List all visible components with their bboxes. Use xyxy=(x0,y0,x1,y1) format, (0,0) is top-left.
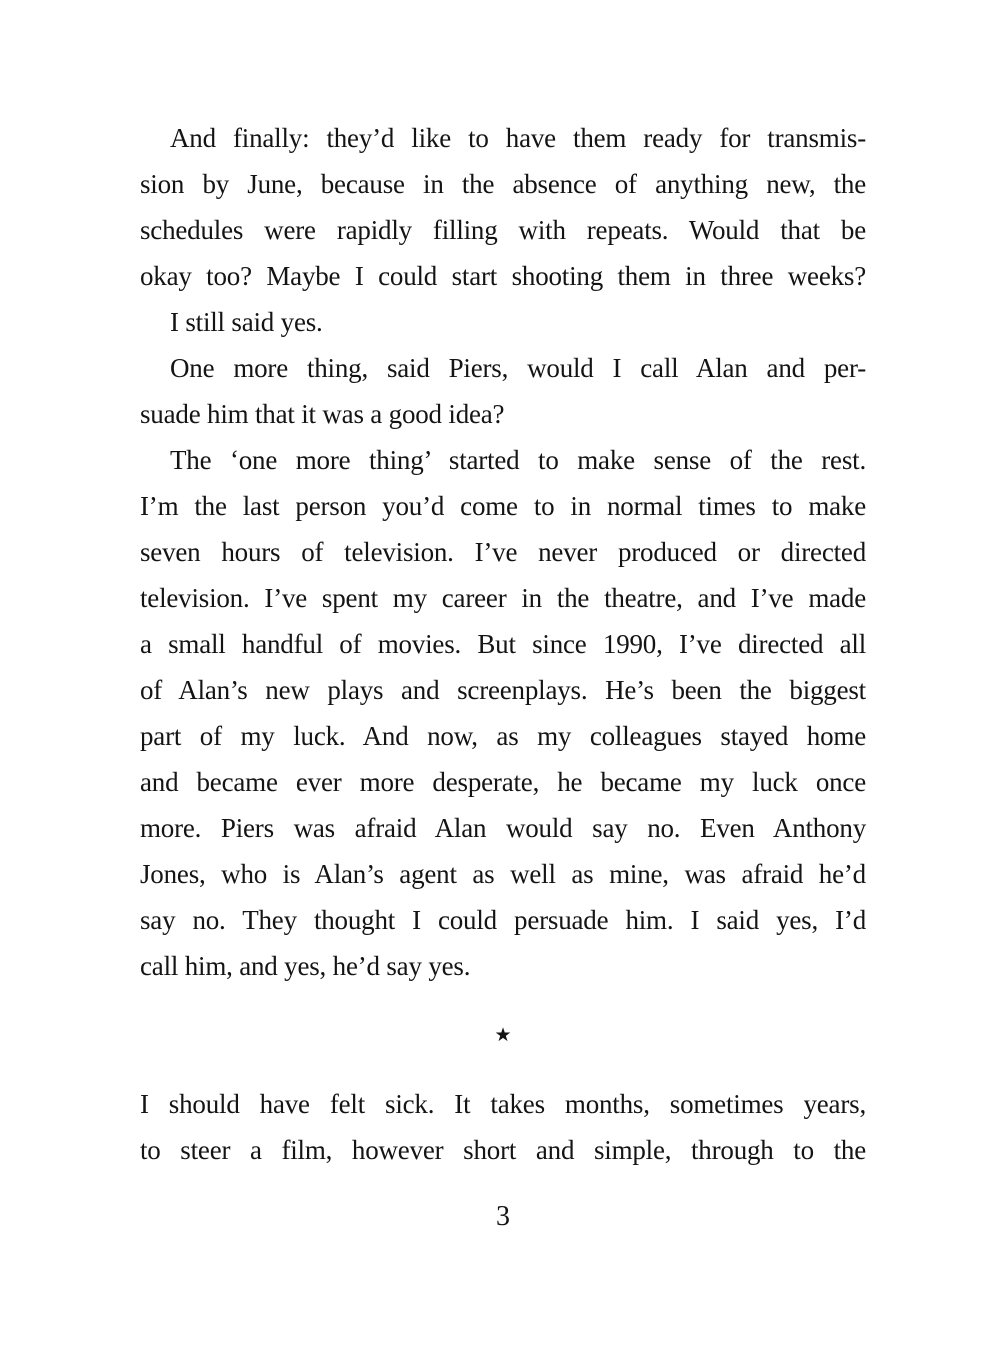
text-line: sion by June, because in the absence of anything new, the xyxy=(140,169,866,199)
paragraph-block-2 xyxy=(140,1081,866,1173)
text-line: of Alan’s new plays and screenplays. He’s been the biggest xyxy=(140,675,866,705)
text-line: suade him that it was a good idea? xyxy=(140,399,505,429)
text-block xyxy=(140,115,866,1240)
text-line: call him, and yes, he’d say yes. xyxy=(140,951,471,981)
text-line: to steer a film, however short and simple, through to the xyxy=(140,1135,866,1165)
text-line: more. Piers was afraid Alan would say no. Even Anthony xyxy=(140,813,866,843)
text-line: I should have felt sick. It takes months, sometimes years, xyxy=(140,1089,866,1119)
text-line: seven hours of television. I’ve never produced or directed xyxy=(140,537,866,567)
text-line: I’m the last person you’d come to in normal times to make xyxy=(140,491,866,521)
text-line: television. I’ve spent my career in the theatre, and I’ve made xyxy=(140,583,866,613)
paragraph-block-1 xyxy=(140,115,866,989)
text-line: The ‘one more thing’ started to make sense of the rest. xyxy=(170,445,866,475)
text-line: okay too? Maybe I could start shooting them in three weeks? xyxy=(140,261,866,291)
text-line: Jones, who is Alan’s agent as well as mine, was afraid he’d xyxy=(140,859,866,889)
text-line: and became ever more desperate, he became my luck once xyxy=(140,767,866,797)
text-line: a small handful of movies. But since 1990, I’ve directed all xyxy=(140,629,866,659)
text-line: I still said yes. xyxy=(170,307,323,337)
text-line: One more thing, said Piers, would I call Alan and per- xyxy=(170,353,866,383)
text-line: schedules were rapidly filling with repeats. Would that be xyxy=(140,215,866,245)
page-number: 3 xyxy=(496,1201,510,1232)
text-line: say no. They thought I could persuade him. I said yes, I’d xyxy=(140,905,866,935)
text-line: And finally: they’d like to have them ready for transmis- xyxy=(170,123,866,153)
text-line: part of my luck. And now, as my colleagues stayed home xyxy=(140,721,866,751)
section-separator-star-icon: ★ xyxy=(494,1024,512,1046)
